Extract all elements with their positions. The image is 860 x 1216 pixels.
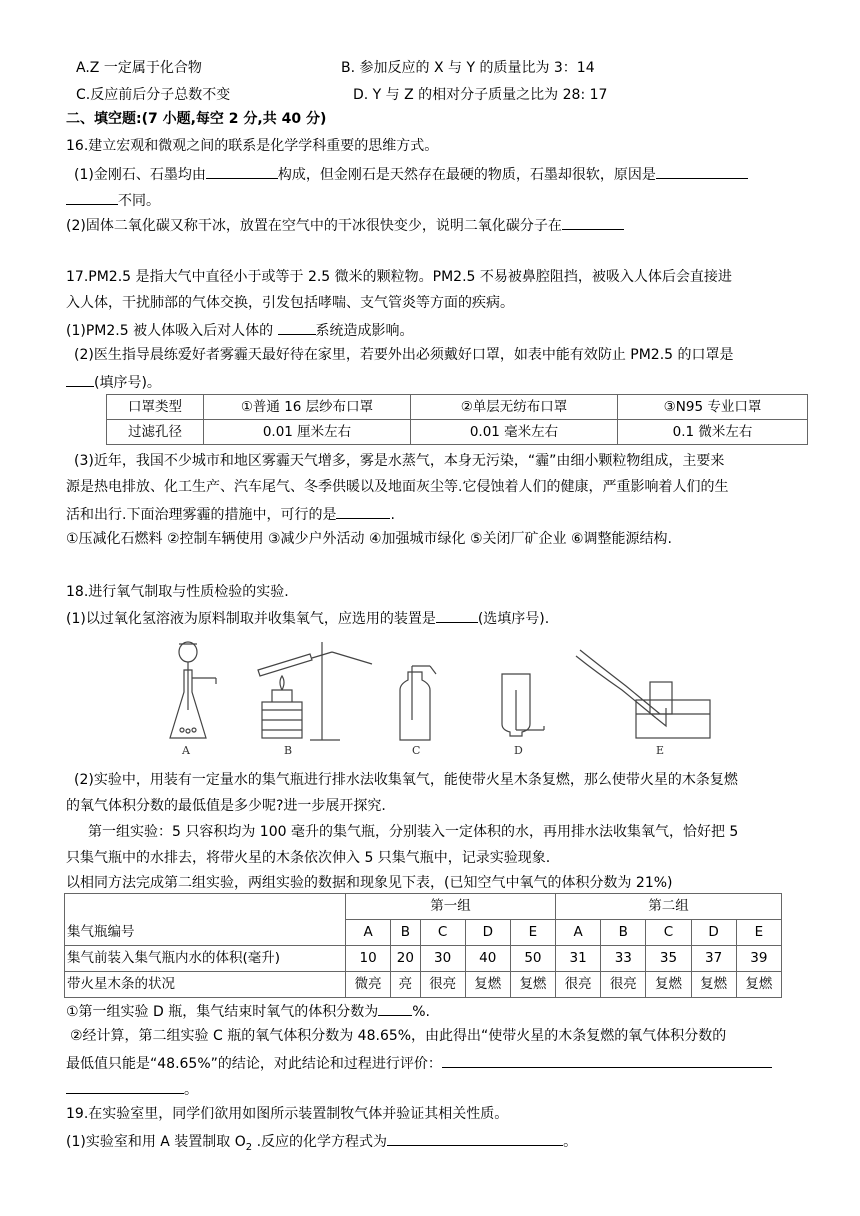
q17-p3d: .	[390, 507, 395, 523]
q18-s1a: ①第一组实验 D 瓶，集气结束时氧气的体积分数为	[66, 1004, 379, 1020]
table-cell: 39	[736, 946, 781, 972]
table-cell: ②单层无纺布口罩	[411, 395, 618, 420]
answer-blank[interactable]	[442, 1052, 772, 1068]
q16-p1a: (1)金刚石、石墨均由	[74, 167, 206, 183]
table-cell: 微亮	[346, 972, 391, 998]
table-cell: ③N95 专业口罩	[618, 395, 808, 420]
q17-choices: ①压减化石燃料 ②控制车辆使用 ③减少户外活动 ④加强城市绿化 ⑤关闭厂矿企业 ⑥调整能源结构.	[66, 531, 673, 547]
q19-stem: 19.在实验室里，同学们欲用如图所示装置制牧气体并验证其相关性质。	[66, 1106, 509, 1122]
q17-p1a: (1)PM2.5 被人体吸入后对人体的	[66, 323, 274, 339]
apparatus-c	[400, 666, 436, 740]
q18-p1a: (1)以过氧化氢溶液为原料制取并收集氧气，应选用的装置是	[66, 611, 436, 627]
table-cell: 10	[346, 946, 391, 972]
apparatus-e	[576, 650, 710, 738]
apparatus-b	[258, 642, 372, 740]
table-row	[107, 395, 808, 420]
q18-part2-line1: (2)实验中，用装有一定量水的集气瓶进行排水法收集氧气，能使带火星木条复燃，那么使带火星的木条复燃	[74, 772, 738, 788]
table-cell: 过滤孔径	[107, 420, 204, 445]
table-cell: 复燃	[691, 972, 736, 998]
option-b: B. 参加反应的 X 与 Y 的质量比为 3：14	[341, 60, 595, 76]
q18-part2-line4: 只集气瓶中的水排去，将带火星的木条依次伸入 5 只集气瓶中，记录实验现象.	[66, 850, 551, 866]
answer-blank[interactable]	[562, 214, 624, 230]
table-cell: 50	[510, 946, 555, 972]
table-cell: B	[601, 920, 646, 946]
table-cell: D	[465, 920, 510, 946]
q19-part1	[66, 1130, 577, 1158]
figure-label-c: C	[412, 744, 421, 757]
q16-part2	[66, 214, 624, 236]
q19-p1c: 。	[563, 1134, 578, 1150]
subscript-2: 2	[245, 1141, 253, 1153]
q16-part1-line1	[74, 163, 748, 185]
table-cell: 口罩类型	[107, 395, 204, 420]
table-cell: 带火星木条的状况	[65, 972, 346, 998]
q16-stem: 16.建立宏观和微观之间的联系是化学学科重要的思维方式。	[66, 138, 439, 154]
q17-stem-1: 17.PM2.5 是指大气中直径小于或等于 2.5 微米的颗粒物。PM2.5 不易被鼻腔阻挡，被吸入人体后会直接进	[66, 269, 732, 285]
q18-sub2-line1: ②经计算，第二组实验 C 瓶的氧气体积分数为 48.65%，由此得出“使带火星的木条复燃的氧气体积分数的	[70, 1028, 727, 1044]
q18-p1b: (选填序号).	[477, 611, 550, 627]
table-cell: 很亮	[420, 972, 465, 998]
q17-part3-line1: (3)近年，我国不少城市和地区雾霾天气增多，雾是水蒸气，本身无污染，“霾”由细小颗粒物组成，主要来	[74, 453, 725, 469]
q17-part2-line2	[66, 371, 161, 393]
table-cell: 31	[556, 946, 601, 972]
q18-sub2-line2	[66, 1052, 772, 1074]
table-cell: 复燃	[510, 972, 555, 998]
section-title: 二、填空题:(7 小题,每空 2 分,共 40 分)	[66, 111, 327, 127]
q19-p1a: (1)实验室和用 A 装置制取 O	[66, 1134, 246, 1150]
answer-blank[interactable]	[656, 163, 748, 179]
q17-p2b: (填序号)。	[94, 375, 161, 391]
q18-part2-line5: 以相同方法完成第二组实验，两组实验的数据和现象见下表，(已知空气中氧气的体积分数为 21%)	[66, 875, 673, 891]
q18-s1b: %.	[412, 1004, 430, 1020]
table-cell: 集气瓶编号	[65, 920, 346, 946]
q18-sub1	[66, 1000, 430, 1022]
answer-blank[interactable]	[66, 189, 118, 205]
table-cell: 复燃	[646, 972, 691, 998]
q18-s2c: 。	[184, 1082, 198, 1098]
q17-part1	[66, 319, 414, 341]
table-cell: 35	[646, 946, 691, 972]
apparatus-d	[502, 674, 544, 736]
answer-blank[interactable]	[66, 1078, 184, 1094]
q18-sub2-line3	[66, 1078, 198, 1100]
q16-p2: (2)固体二氧化碳又称干冰，放置在空气中的干冰很快变少，说明二氧化碳分子在	[66, 218, 562, 234]
table-cell: 37	[691, 946, 736, 972]
q18-part1	[66, 607, 549, 629]
figure-label-e: E	[656, 744, 665, 757]
q18-part2-line3: 第一组实验：5 只容积均为 100 毫升的集气瓶，分别装入一定体积的水，再用排水法收集氧气，恰好把 5	[88, 824, 739, 840]
table-cell: C	[646, 920, 691, 946]
table-cell: 30	[420, 946, 465, 972]
table-cell: ①普通 16 层纱布口罩	[204, 395, 411, 420]
table-cell: 33	[601, 946, 646, 972]
q16-part1-line2	[66, 189, 160, 211]
table-cell: 第二组	[556, 894, 782, 920]
option-d: D. Y 与 Z 的相对分子质量之比为 28: 17	[353, 87, 608, 103]
table-cell: 0.1 微米左右	[618, 420, 808, 445]
table-row	[107, 420, 808, 445]
table-row	[65, 972, 782, 998]
q18-stem: 18.进行氧气制取与性质检验的实验.	[66, 584, 289, 600]
q18-part2-line2: 的氧气体积分数的最低值是多少呢?进一步展开探究.	[66, 798, 386, 814]
table-cell: 0.01 厘米左右	[204, 420, 411, 445]
answer-blank[interactable]	[436, 607, 478, 623]
table-cell: 20	[391, 946, 420, 972]
table-cell: 复燃	[736, 972, 781, 998]
table-cell: 第一组	[346, 894, 556, 920]
answer-blank[interactable]	[278, 319, 316, 335]
table-row	[65, 920, 782, 946]
apparatus-figure	[160, 630, 720, 760]
table-cell: 复燃	[465, 972, 510, 998]
option-a: A.Z 一定属于化合物	[76, 60, 202, 76]
table-cell: 很亮	[601, 972, 646, 998]
answer-blank[interactable]	[66, 371, 94, 387]
table-cell: 很亮	[556, 972, 601, 998]
table-cell: 集气前装入集气瓶内水的体积(毫升)	[65, 946, 346, 972]
table-cell	[65, 894, 346, 920]
q18-s2b: 最低值只能是“48.65%”的结论，对此结论和过程进行评价：	[66, 1056, 442, 1072]
q17-stem-2: 入人体，干扰肺部的气体交换，引发包括哮喘、支气管炎等方面的疾病。	[66, 295, 514, 311]
q16-p1b: 构成，但金刚石是天然存在最硬的物质，石墨却很软，原因是	[277, 167, 656, 183]
table-cell: A	[556, 920, 601, 946]
figure-label-b: B	[284, 744, 293, 757]
apparatus-a	[170, 642, 216, 738]
oxygen-experiment-table	[64, 893, 782, 998]
table-cell: E	[510, 920, 555, 946]
table-cell: 0.01 毫米左右	[411, 420, 618, 445]
q17-part3-line2: 源是热电排放、化工生产、汽车尾气、冬季供暖以及地面灰尘等.它侵蚀着人们的健康，严重影响着人们的生	[66, 479, 729, 495]
mask-table	[106, 394, 808, 445]
q17-p3c: 活和出行.下面治理雾霾的措施中，可行的是	[66, 507, 337, 523]
table-cell: 亮	[391, 972, 420, 998]
q17-part3-line3	[66, 503, 395, 525]
q17-p1b: 系统造成影响。	[315, 323, 414, 339]
table-row	[65, 946, 782, 972]
figure-label-a: A	[182, 744, 190, 757]
q19-p1b: .反应的化学方程式为	[252, 1134, 388, 1150]
table-row	[65, 894, 782, 920]
answer-blank[interactable]	[206, 163, 278, 179]
table-cell: C	[420, 920, 465, 946]
q17-part2-line1: (2)医生指导晨练爱好者雾霾天最好待在家里，若要外出必须戴好口罩，如表中能有效防止 PM2.5 的口罩是	[74, 347, 734, 363]
answer-blank[interactable]	[336, 503, 390, 519]
table-cell: D	[691, 920, 736, 946]
answer-blank[interactable]	[378, 1000, 412, 1016]
option-c: C.反应前后分子总数不变	[76, 87, 231, 103]
figure-label-d: D	[514, 744, 523, 757]
table-cell: E	[736, 920, 781, 946]
table-cell: A	[346, 920, 391, 946]
table-cell: B	[391, 920, 420, 946]
table-cell: 40	[465, 946, 510, 972]
answer-blank[interactable]	[387, 1130, 563, 1146]
q16-p1c: 不同。	[118, 193, 160, 209]
